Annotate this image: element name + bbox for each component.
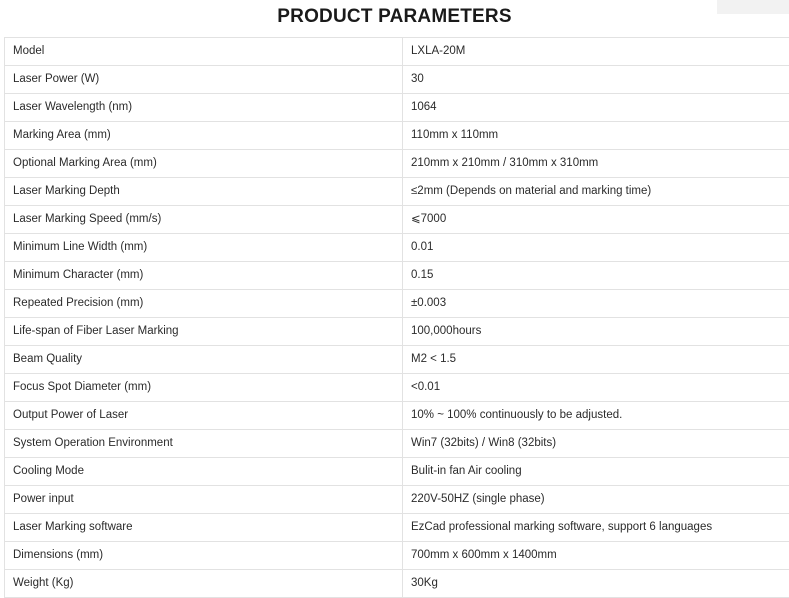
table-row (5, 178, 789, 206)
table-row (5, 122, 789, 150)
product-parameters-table (4, 37, 789, 598)
parameter-value: Win7 (32bits) / Win8 (32bits) (403, 430, 789, 458)
parameter-value: 1064 (403, 94, 789, 122)
parameter-label: Weight (Kg) (5, 570, 403, 598)
parameter-value: M2 < 1.5 (403, 346, 789, 374)
table-row (5, 290, 789, 318)
parameter-label: Focus Spot Diameter (mm) (5, 374, 403, 402)
parameter-value: 700mm x 600mm x 1400mm (403, 542, 789, 570)
page-title: PRODUCT PARAMETERS (0, 0, 789, 37)
parameter-label: Laser Marking Speed (mm/s) (5, 206, 403, 234)
table-row (5, 150, 789, 178)
parameter-label: Power input (5, 486, 403, 514)
table-row (5, 458, 789, 486)
table-row (5, 318, 789, 346)
table-row (5, 402, 789, 430)
parameter-value: EzCad professional marking software, support 6 languages (403, 514, 789, 542)
table-row (5, 38, 789, 66)
parameter-value: 110mm x 110mm (403, 122, 789, 150)
parameter-value: LXLA-20M (403, 38, 789, 66)
parameter-label: Model (5, 38, 403, 66)
parameter-label: Minimum Character (mm) (5, 262, 403, 290)
parameter-value: 10% ~ 100% continuously to be adjusted. (403, 402, 789, 430)
parameter-label: Laser Marking Depth (5, 178, 403, 206)
parameter-value: 100,000hours (403, 318, 789, 346)
table-row (5, 514, 789, 542)
parameter-label: Repeated Precision (mm) (5, 290, 403, 318)
parameter-value: 220V-50HZ (single phase) (403, 486, 789, 514)
table-row (5, 262, 789, 290)
parameter-value: 0.15 (403, 262, 789, 290)
parameter-label: Output Power of Laser (5, 402, 403, 430)
parameter-label: Beam Quality (5, 346, 403, 374)
parameter-label: Dimensions (mm) (5, 542, 403, 570)
parameter-label: Cooling Mode (5, 458, 403, 486)
parameter-value: <0.01 (403, 374, 789, 402)
table-row (5, 206, 789, 234)
parameter-value: ±0.003 (403, 290, 789, 318)
parameter-label: Minimum Line Width (mm) (5, 234, 403, 262)
parameter-label: Laser Wavelength (nm) (5, 94, 403, 122)
parameter-label: Laser Power (W) (5, 66, 403, 94)
parameter-label: Marking Area (mm) (5, 122, 403, 150)
table-row (5, 234, 789, 262)
table-row (5, 346, 789, 374)
parameter-label: System Operation Environment (5, 430, 403, 458)
table-row (5, 486, 789, 514)
table-row (5, 66, 789, 94)
parameter-label: Life-span of Fiber Laser Marking (5, 318, 403, 346)
table-body (5, 38, 789, 598)
corner-shade-decoration (717, 0, 789, 14)
parameter-label: Laser Marking software (5, 514, 403, 542)
parameter-label: Optional Marking Area (mm) (5, 150, 403, 178)
parameter-value: ≤2mm (Depends on material and marking time) (403, 178, 789, 206)
table-row (5, 542, 789, 570)
table-row (5, 94, 789, 122)
table-row (5, 570, 789, 598)
parameter-value: ⩽7000 (403, 206, 789, 234)
parameter-value: 30Kg (403, 570, 789, 598)
parameter-value: 0.01 (403, 234, 789, 262)
parameter-value: 210mm x 210mm / 310mm x 310mm (403, 150, 789, 178)
table-row (5, 430, 789, 458)
table-row (5, 374, 789, 402)
parameter-value: 30 (403, 66, 789, 94)
parameter-value: Bulit-in fan Air cooling (403, 458, 789, 486)
